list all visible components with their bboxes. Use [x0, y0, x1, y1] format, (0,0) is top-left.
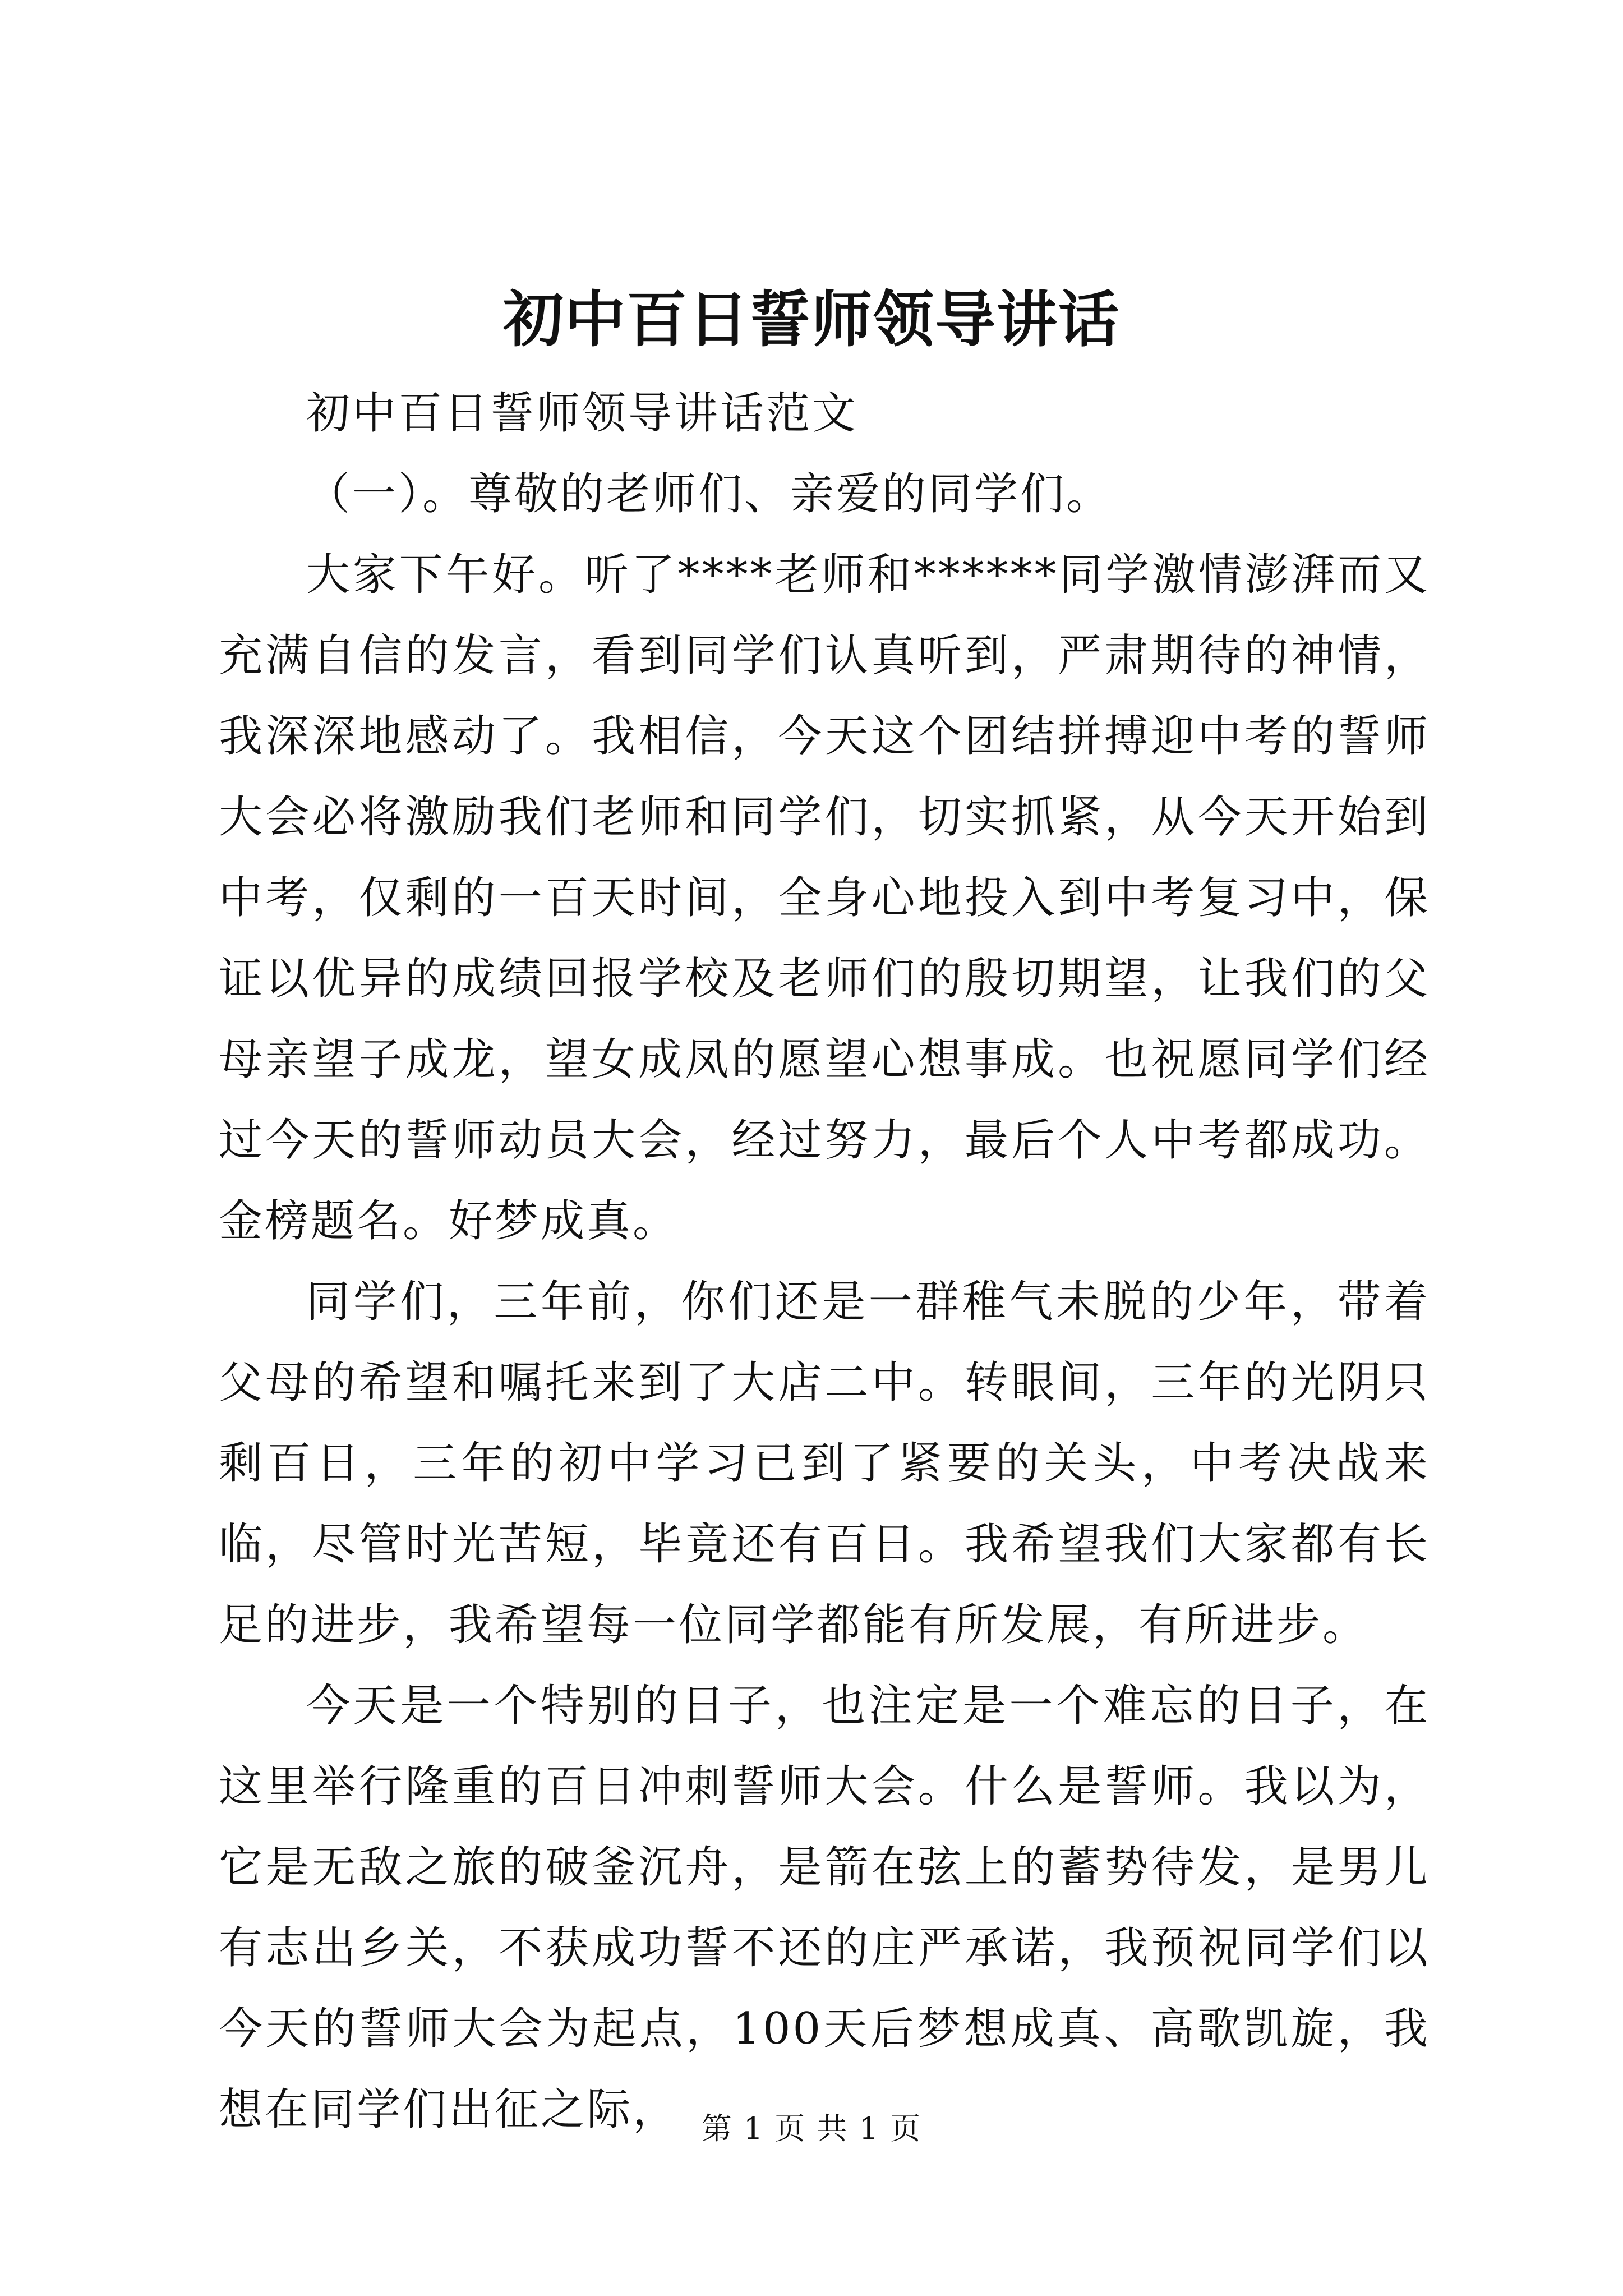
paragraph: 大家下午好。听了****老师和******同学激情澎湃而又充满自信的发言，看到同学们认真听到，严肃期待的神情，我深深地感动了。我相信，今天这个团结拼搏迎中考的誓师大会必将激励我们老师和同学们，切实抓紧，从今天开始到中考，仅剩的一百天时间，全身心地投入到中考复习中，保证以优异的成绩回报学校及老师们的殷切期望，让我们的父母亲望子成龙，望女成凤的愿望心想事成。也祝愿同学们经过今天的誓师动员大会，经过努力，最后个人中考都成功。金榜题名。好梦成真。 [219, 550, 1430, 1246]
document-subtitle: 初中百日誓师领导讲话范文 [306, 388, 859, 439]
paragraph: 同学们，三年前，你们还是一群稚气未脱的少年，带着父母的希望和嘱托来到了大店二中。转眼间，三年的光阴只剩百日，三年的初中学习已到了紧要的关头，中考决战来临，尽管时光苦短，毕竟还有百日。我希望我们大家都有长足的进步，我希望每一位同学都能有所发展，有所进步。 [219, 1277, 1430, 1650]
page-footer [0, 2109, 1623, 2148]
paragraph: 今天是一个特别的日子，也注定是一个难忘的日子，在这里举行隆重的百日冲刺誓师大会。什么是誓师。我以为，它是无敌之旅的破釜沉舟，是箭在弦上的蓄势待发，是男儿有志出乡关，不获成功誓不还的庄严承诺，我预祝同学们以今天的誓师大会为起点，100天后梦想成真、高歌凯旋，我想在同学们出征之际， [219, 1681, 1430, 2135]
paragraph-salutation: （一）。尊敬的老师们、亲爱的同学们。 [306, 469, 1113, 519]
document-title: 初中百日誓师领导讲话 [502, 284, 1120, 355]
page-number-label: 第 1 页 共 1 页 [701, 2111, 922, 2146]
document-body [219, 373, 1430, 2150]
